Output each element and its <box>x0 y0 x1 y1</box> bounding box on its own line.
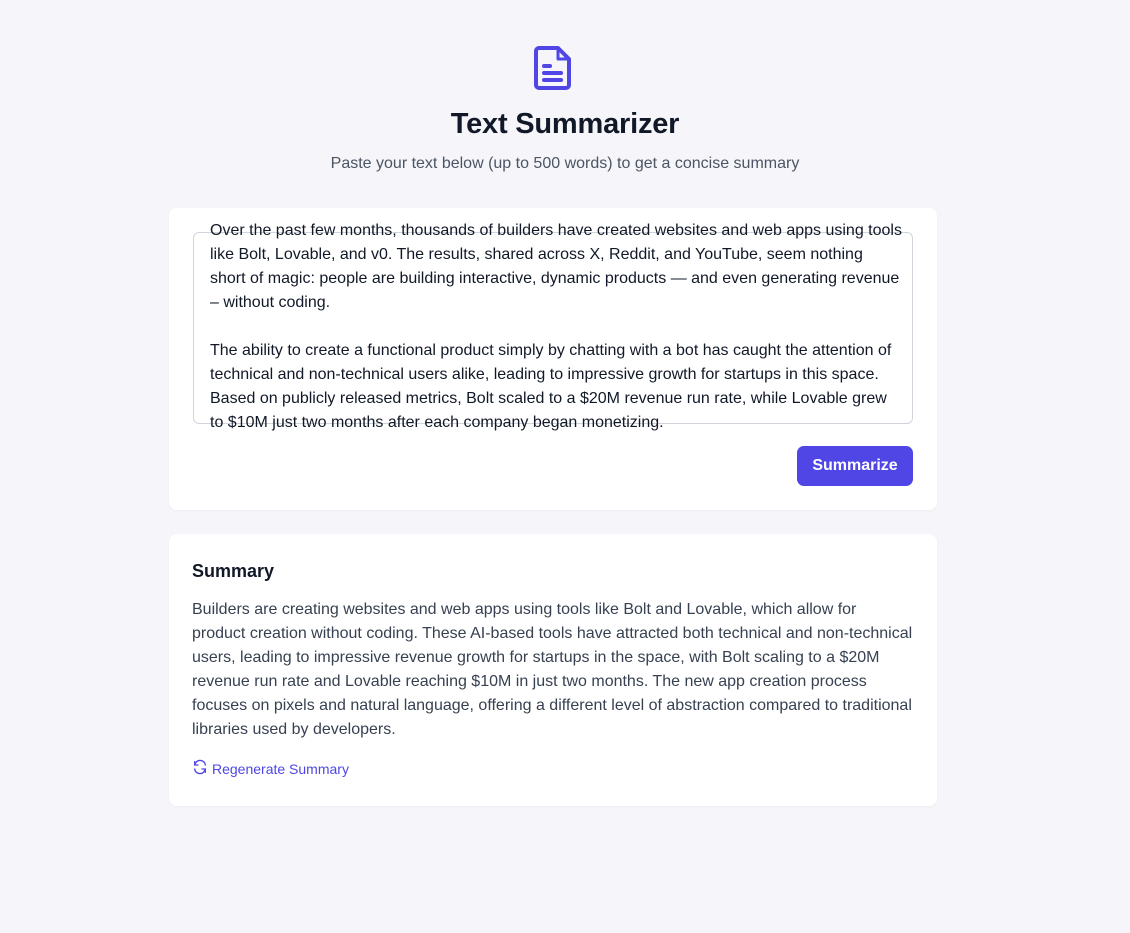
page-subtitle: Paste your text below (up to 500 words) to get a concise summary <box>330 155 800 172</box>
summarize-button[interactable]: Summarize <box>797 446 913 486</box>
page-title: Text Summarizer <box>450 108 680 140</box>
summary-heading: Summary <box>192 561 275 581</box>
summary-text: Builders are creating websites and web apps using tools like Bolt and Lovable, which allow for product creation without coding. These AI-based tools have attracted both technical and non-technical users, leading to impressive revenue growth for startups in the space, with Bolt scaling to a $20M revenue run rate and Lovable reaching $10M in just two months. The new app creation process focuses on pixels and natural language, offering a different level of abstraction compared to traditional libraries used by developers. <box>192 601 913 738</box>
document-text-icon <box>533 45 573 91</box>
summary-card <box>169 534 937 806</box>
regenerate-label: Regenerate Summary <box>212 760 349 777</box>
text-input[interactable] <box>193 222 913 431</box>
input-card <box>169 208 937 510</box>
text-input-value: Over the past few months, thousands of builders have created websites and web apps using tools like Bolt, Lovable, and v0. The results, shared across X, Reddit, and YouTube, seem nothing short of magic: people are building interactive, dynamic products — and even generating revenue – without coding. The ability to create a functional product simply by chatting with a bot has caught the attention of technical and non-technical users alike, leading to impressive growth for startups in this space. Based on publicly released metrics, Bolt scaled to a $20M revenue run rate, while Lovable grew to $10M just two months after each company began monetizing. <box>210 222 902 431</box>
refresh-icon <box>192 759 208 778</box>
regenerate-summary-button[interactable] <box>192 759 349 778</box>
